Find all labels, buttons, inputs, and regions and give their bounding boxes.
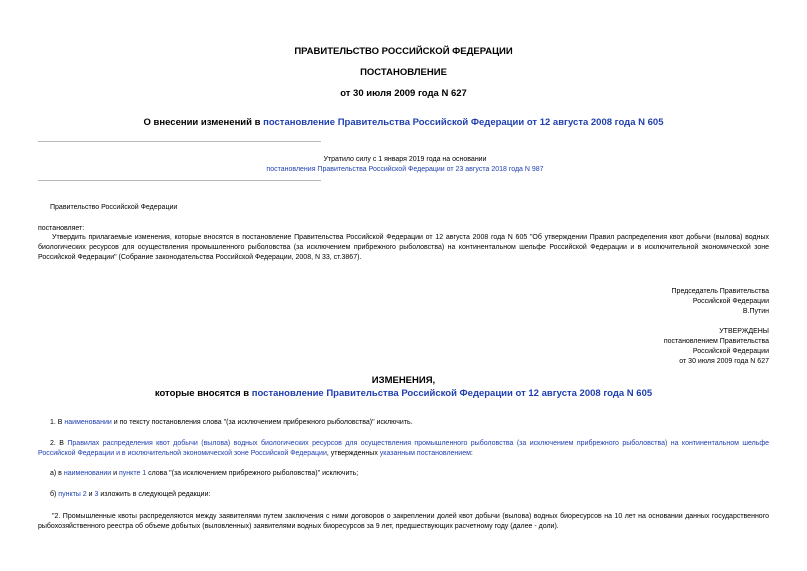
item2a-b: и [111, 470, 120, 477]
item-2 [38, 439, 769, 459]
changes-heading: ИЗМЕНЕНИЯ, [371, 375, 436, 386]
title-link[interactable]: постановление Правительства Российской Федерации от 12 августа 2008 года N 605 [263, 117, 664, 128]
quote-paragraph: "2. Промышленные квоты распределяются между заявителями путем заключения с ними договоров о закреплении долей квот добычи (вылова) водных биоресурсов на 10 лет на основании данных государственного рыбохозяйственного реестра об объеме добытых (выловленных) заявителями водных биоресурсов за 9 лет, предшествующих расчетному году (далее - доли). [38, 513, 769, 530]
changes-sub-prefix: которые вносятся в [154, 388, 252, 399]
document-title [0, 117, 807, 128]
item-2a [50, 469, 769, 479]
signature-name: В.Путин [742, 308, 769, 315]
item2a-link[interactable]: наименовании [63, 470, 112, 477]
approved-l1: УТВЕРЖДЕНЫ [719, 328, 769, 335]
issuer: Правительство Российской Федерации [50, 204, 178, 211]
signature-country: Российской Федерации [692, 298, 769, 305]
divider-top [38, 141, 321, 142]
divider-bottom [38, 180, 321, 181]
item2b-b: и [86, 491, 95, 498]
changes-subheading [0, 388, 807, 399]
document-date: от 30 июля 2009 года N 627 [340, 88, 467, 99]
signature-position: Председатель Правительства [671, 288, 769, 295]
paragraph-1: Утвердить прилагаемые изменения, которые вносятся в постановление Правительства Российской Федерации от 12 августа 2008 года N 605 "Об утверждении Правил распределения квот добычи (вылова) водных биологических ресурсов для осуществления промышленного рыболовства (за исключением прибрежного рыболовства) на континентальном шельфе Российской Федерации и в исключительной экономической зоне Российской Федерации" (Собрание законодательства Российской Федерации, 2008, N 33, ст.3867). [38, 234, 769, 261]
item2a-a: а) в [50, 470, 64, 477]
item1-b: и по тексту постановления слова "(за исключением прибрежного рыболовства)" исключить. [111, 419, 413, 426]
item2b-c: изложить в следующей редакции: [98, 491, 211, 498]
item1-link[interactable]: наименовании [64, 419, 112, 426]
item2b-a: б) [50, 491, 59, 498]
government-name: ПРАВИТЕЛЬСТВО РОССИЙСКОЙ ФЕДЕРАЦИИ [294, 46, 513, 57]
approved-l3: Российской Федерации [692, 348, 769, 355]
signature-block [500, 287, 769, 317]
item2-link[interactable]: Правилах распределения квот добычи (вылова) водных биологических ресурсов для осуществления промышленного рыболовства (за исключением прибрежного рыболовства) на континентальном шельфе Российской Федерации и в исключительной экономической зоне Российской Федерации [38, 440, 769, 457]
item2-b: , утвержденных [326, 450, 380, 457]
item2-link2[interactable]: указанным постановлением [379, 450, 471, 457]
document-type: ПОСТАНОВЛЕНИЕ [360, 67, 447, 78]
item2a-link2[interactable]: пункте 1 [119, 470, 147, 477]
item-2b [50, 490, 769, 500]
item2b-link[interactable]: пункты 2 [58, 491, 87, 498]
status-line1: Утратило силу с 1 января 2019 года на основании [323, 156, 487, 163]
item-1 [50, 418, 769, 428]
status-note [260, 155, 550, 175]
approved-l4: от 30 июля 2009 года N 627 [679, 358, 769, 365]
approved-l2: постановлением Правительства [663, 338, 769, 345]
changes-sub-link[interactable]: постановление Правительства Российской Федерации от 12 августа 2008 года N 605 [251, 388, 653, 399]
item2a-c: слова "(за исключением прибрежного рыболовства)" исключить; [146, 470, 359, 477]
item1-a: 1. В [50, 419, 65, 426]
item2b-link2[interactable]: 3 [94, 491, 99, 498]
decides: постановляет: [38, 225, 85, 232]
title-prefix: О внесении изменений в [143, 117, 264, 128]
item2-c: : [470, 450, 473, 457]
item2-a: 2. В [50, 440, 68, 447]
status-link[interactable]: постановления Правительства Российской Федерации от 23 августа 2018 года N 987 [266, 166, 544, 173]
approved-block [500, 327, 769, 367]
